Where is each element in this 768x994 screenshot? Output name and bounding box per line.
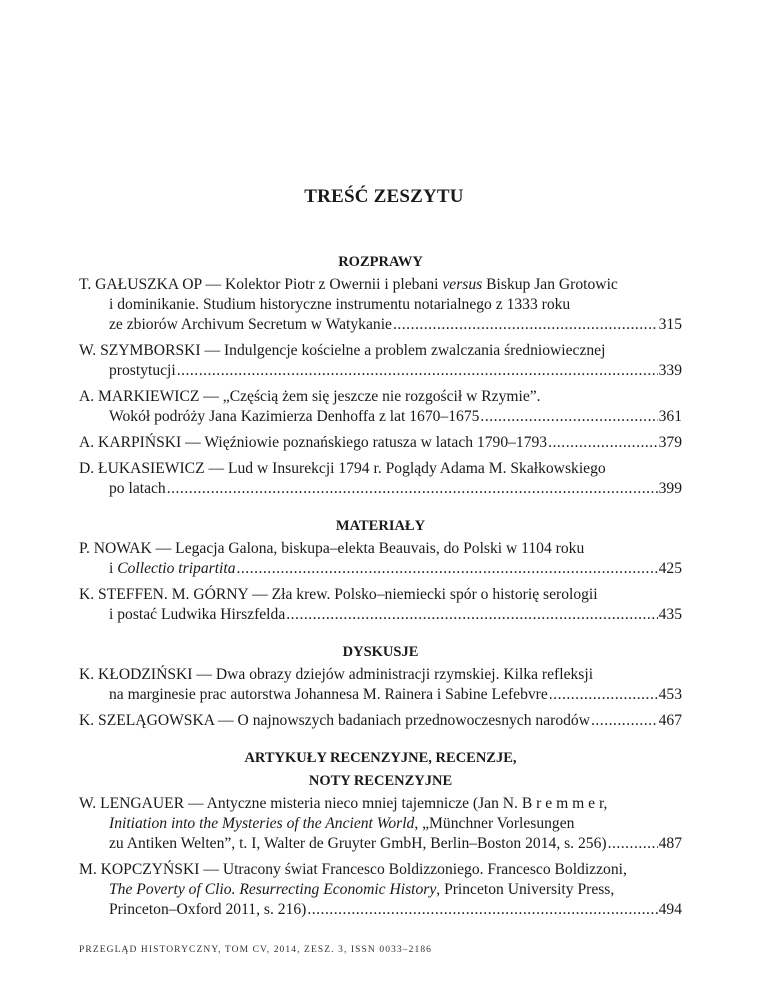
- toc-entry: W. SZYMBORSKI — Indulgencje kościelne a problem zwalczania średniowiecznej prostytucji ..... 339: [79, 341, 682, 381]
- page-number: 361: [658, 408, 682, 425]
- leader-dots: [608, 834, 658, 854]
- section-artykuly: [79, 748, 682, 920]
- page-number: 379: [658, 434, 682, 451]
- page-number: 435: [658, 606, 682, 623]
- page-number: 339: [658, 362, 682, 379]
- leader-dots: [549, 685, 658, 705]
- section-heading: ARTYKUŁY RECENZYJNE, RECENZJE,: [244, 750, 517, 766]
- leader-dots: [548, 433, 658, 453]
- toc-entry: M. KOPCZYŃSKI — Utracony świat Francesco Boldizzoniego. Francesco Boldizzoni, The Poverty of Clio. Resurrecting Economic History, Princeton University Press, Princeton–Oxford 2011, s. 216) ..... 494: [79, 860, 682, 920]
- toc-entry: A. KARPIŃSKI — Więźniowie poznańskiego ratusza w latach 1790–1793 ..... 379: [79, 433, 682, 453]
- page-number: 467: [658, 712, 682, 729]
- page-number: 315: [658, 316, 682, 333]
- section-dyskusje: [79, 642, 682, 731]
- toc-entry: K. SZELĄGOWSKA — O najnowszych badaniach przednowoczesnych narodów ..... 467: [79, 711, 682, 731]
- section-heading: NOTY RECENZYJNE: [308, 773, 453, 789]
- section-heading: ROZPRAWY: [338, 254, 423, 270]
- page-number: 494: [658, 901, 682, 918]
- page-number: 425: [658, 560, 682, 577]
- table-of-contents: [79, 252, 682, 937]
- toc-entry: K. KŁODZIŃSKI — Dwa obrazy dziejów administracji rzymskiej. Kilka refleksji na marginesie prac autorstwa Johannesa M. Rainera i Sabine Lefebvre ..... 453: [79, 665, 682, 705]
- page-title: TREŚĆ ZESZYTU: [304, 186, 464, 207]
- page-number: 487: [658, 835, 682, 852]
- page-number: 453: [658, 686, 682, 703]
- section-rozprawy: [79, 252, 682, 499]
- section-materialy: [79, 516, 682, 625]
- leader-dots: [237, 559, 658, 579]
- toc-entry: A. MARKIEWICZ — „Częścią żem się jeszcze nie rozgościł w Rzymie”. Wokół podróży Jana Kazimierza Denhoffa z lat 1670–1675 ..... 361: [79, 387, 682, 427]
- toc-entry: W. LENGAUER — Antyczne misteria nieco mniej tajemnicze (Jan N. B r e m m e r, Initiation into the Mysteries of the Ancient World, „Münchner Vorlesungen zu Antiken Welten”, t. I, Walter de Gruyter GmbH, Berlin–Boston 2014, s. 256) ..... 487: [79, 794, 682, 854]
- section-heading: DYSKUSJE: [342, 644, 419, 660]
- leader-dots: [591, 711, 658, 731]
- toc-entry: D. ŁUKASIEWICZ — Lud w Insurekcji 1794 r. Poglądy Adama M. Skałkowskiego po latach ..... 399: [79, 459, 682, 499]
- toc-entry: T. GAŁUSZKA OP — Kolektor Piotr z Owernii i plebani versus Biskup Jan Grotowic i dominikanie. Studium historyczne instrumentu notarialnego z 1333 roku ze zbiorów Archivum Secretum w Watykanie ..... 315: [79, 275, 682, 335]
- leader-dots: [393, 315, 658, 335]
- leader-dots: [307, 900, 657, 920]
- page-number: 399: [658, 480, 682, 497]
- leader-dots: [480, 407, 657, 427]
- section-heading: MATERIAŁY: [335, 518, 426, 534]
- journal-footer: PRZEGLĄD HISTORYCZNY, TOM CV, 2014, ZESZ. 3, ISSN 0033–2186: [79, 945, 433, 955]
- toc-entry: K. STEFFEN. M. GÓRNY — Zła krew. Polsko–niemiecki spór o historię serologii i postać Ludwika Hirszfelda ..... 435: [79, 585, 682, 625]
- leader-dots: [286, 605, 657, 625]
- leader-dots: [177, 361, 658, 381]
- leader-dots: [167, 479, 658, 499]
- toc-entry: P. NOWAK — Legacja Galona, biskupa–elekta Beauvais, do Polski w 1104 roku i Collectio tripartita ..... 425: [79, 539, 682, 579]
